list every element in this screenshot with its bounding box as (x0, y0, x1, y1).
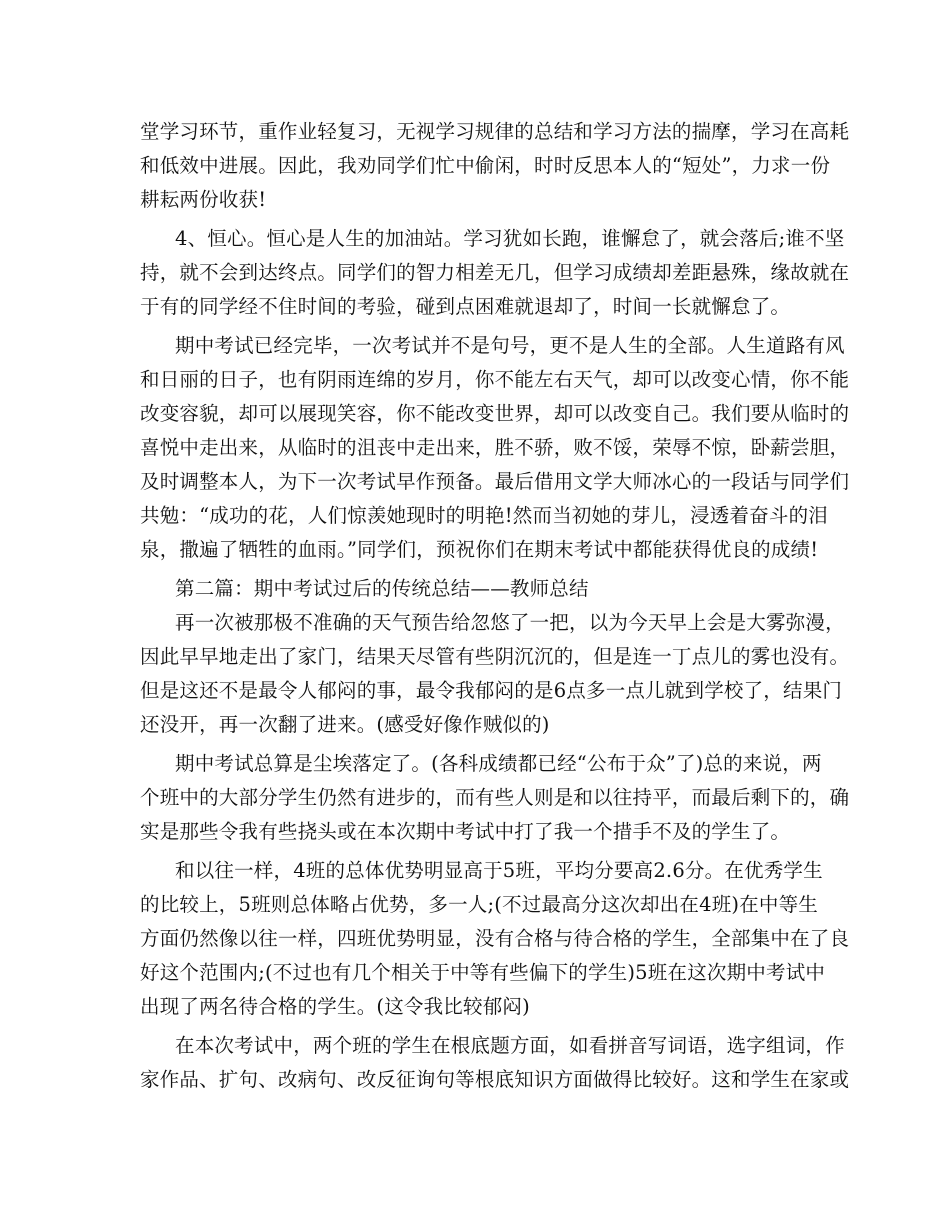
text-line: 方面仍然像以往一样，四班优势明显，没有合格与待合格的学生，全部集中在了良 (140, 927, 850, 950)
section-heading: 第二篇：期中考试过后的传统总结——教师总结 (175, 577, 589, 600)
text-line: 喜悦中走出来，从临时的沮丧中走出来，胜不骄，败不馁，荣辱不惊，卧薪尝胆， (140, 436, 850, 459)
text-line: 持，就不会到达终点。同学们的智力相差无几，但学习成绩却差距悬殊，缘故就在 (140, 261, 850, 284)
paragraph-start-line: 和以往一样，4班的总体优势明显高于5班，平均分要高2.6分。在优秀学生 (175, 859, 823, 882)
paragraph-start-line: 再一次被那极不准确的天气预告给忽悠了一把，以为今天早上会是大雾弥漫， (175, 611, 845, 634)
text-line: 实是那些令我有些挠头或在本次期中考试中打了我一个措手不及的学生了。 (140, 820, 791, 843)
text-line: 因此早早地走出了家门，结果天尽管有些阴沉沉的，但是连一丁点儿的雾也没有。 (140, 645, 850, 668)
text-line: 共勉：“成功的花，人们惊羡她现时的明艳!然而当初她的芽儿，浸透着奋斗的泪 (140, 504, 829, 527)
paragraph-start-line: 期中考试已经完毕，一次考试并不是句号，更不是人生的全部。人生道路有风 (175, 334, 845, 357)
text-line: 个班中的大部分学生仍然有进步的，而有些人则是和以往持平，而最后剩下的，确 (140, 786, 850, 809)
text-line: 泉，撒遍了牺牲的血雨。”同学们，预祝你们在期末考试中都能获得优良的成绩! (140, 538, 819, 561)
text-line: 的比较上，5班则总体略占优势，多一人;(不过最高分这次却出在4班)在中等生 (140, 893, 818, 916)
text-line: 堂学习环节，重作业轻复习，无视学习规律的总结和学习方法的揣摩，学习在高耗 (140, 120, 850, 143)
text-line: 于有的同学经不住时间的考验，碰到点困难就退却了，时间一长就懈怠了。 (140, 295, 791, 318)
text-line: 家作品、扩句、改病句、改反征询句等根底知识方面做得比较好。这和学生在家或 (140, 1068, 850, 1091)
paragraph-start-line: 在本次考试中，两个班的学生在根底题方面，如看拼音写词语，选字组词，作 (175, 1034, 845, 1057)
text-line: 和日丽的日子，也有阴雨连绵的岁月，你不能左右天气，却可以改变心情，你不能 (140, 368, 850, 391)
text-line: 但是这还不是最令人郁闷的事，最令我郁闷的是6点多一点儿就到学校了，结果门 (140, 679, 843, 702)
text-line: 出现了两名待合格的学生。(这令我比较郁闷) (140, 995, 530, 1018)
paragraph-start-line: 4、恒心。恒心是人生的加油站。学习犹如长跑，谁懈怠了，就会落后;谁不坚 (175, 227, 845, 250)
paragraph-start-line: 期中考试总算是尘埃落定了。(各科成绩都已经“公布于众”了)总的来说，两 (175, 752, 822, 775)
text-line: 好这个范围内;(不过也有几个相关于中等有些偏下的学生)5班在这次期中考试中 (140, 961, 826, 984)
text-line: 和低效中进展。因此，我劝同学们忙中偷闲，时时反思本人的“短处”，力求一份 (140, 154, 831, 177)
text-line: 改变容貌，却可以展现笑容，你不能改变世界，却可以改变自己。我们要从临时的 (140, 402, 850, 425)
text-line: 还没开，再一次翻了进来。(感受好像作贼似的) (140, 713, 550, 736)
text-line: 及时调整本人，为下一次考试早作预备。最后借用文学大师冰心的一段话与同学们 (140, 470, 850, 493)
text-line: 耕耘两份收获! (140, 188, 267, 211)
